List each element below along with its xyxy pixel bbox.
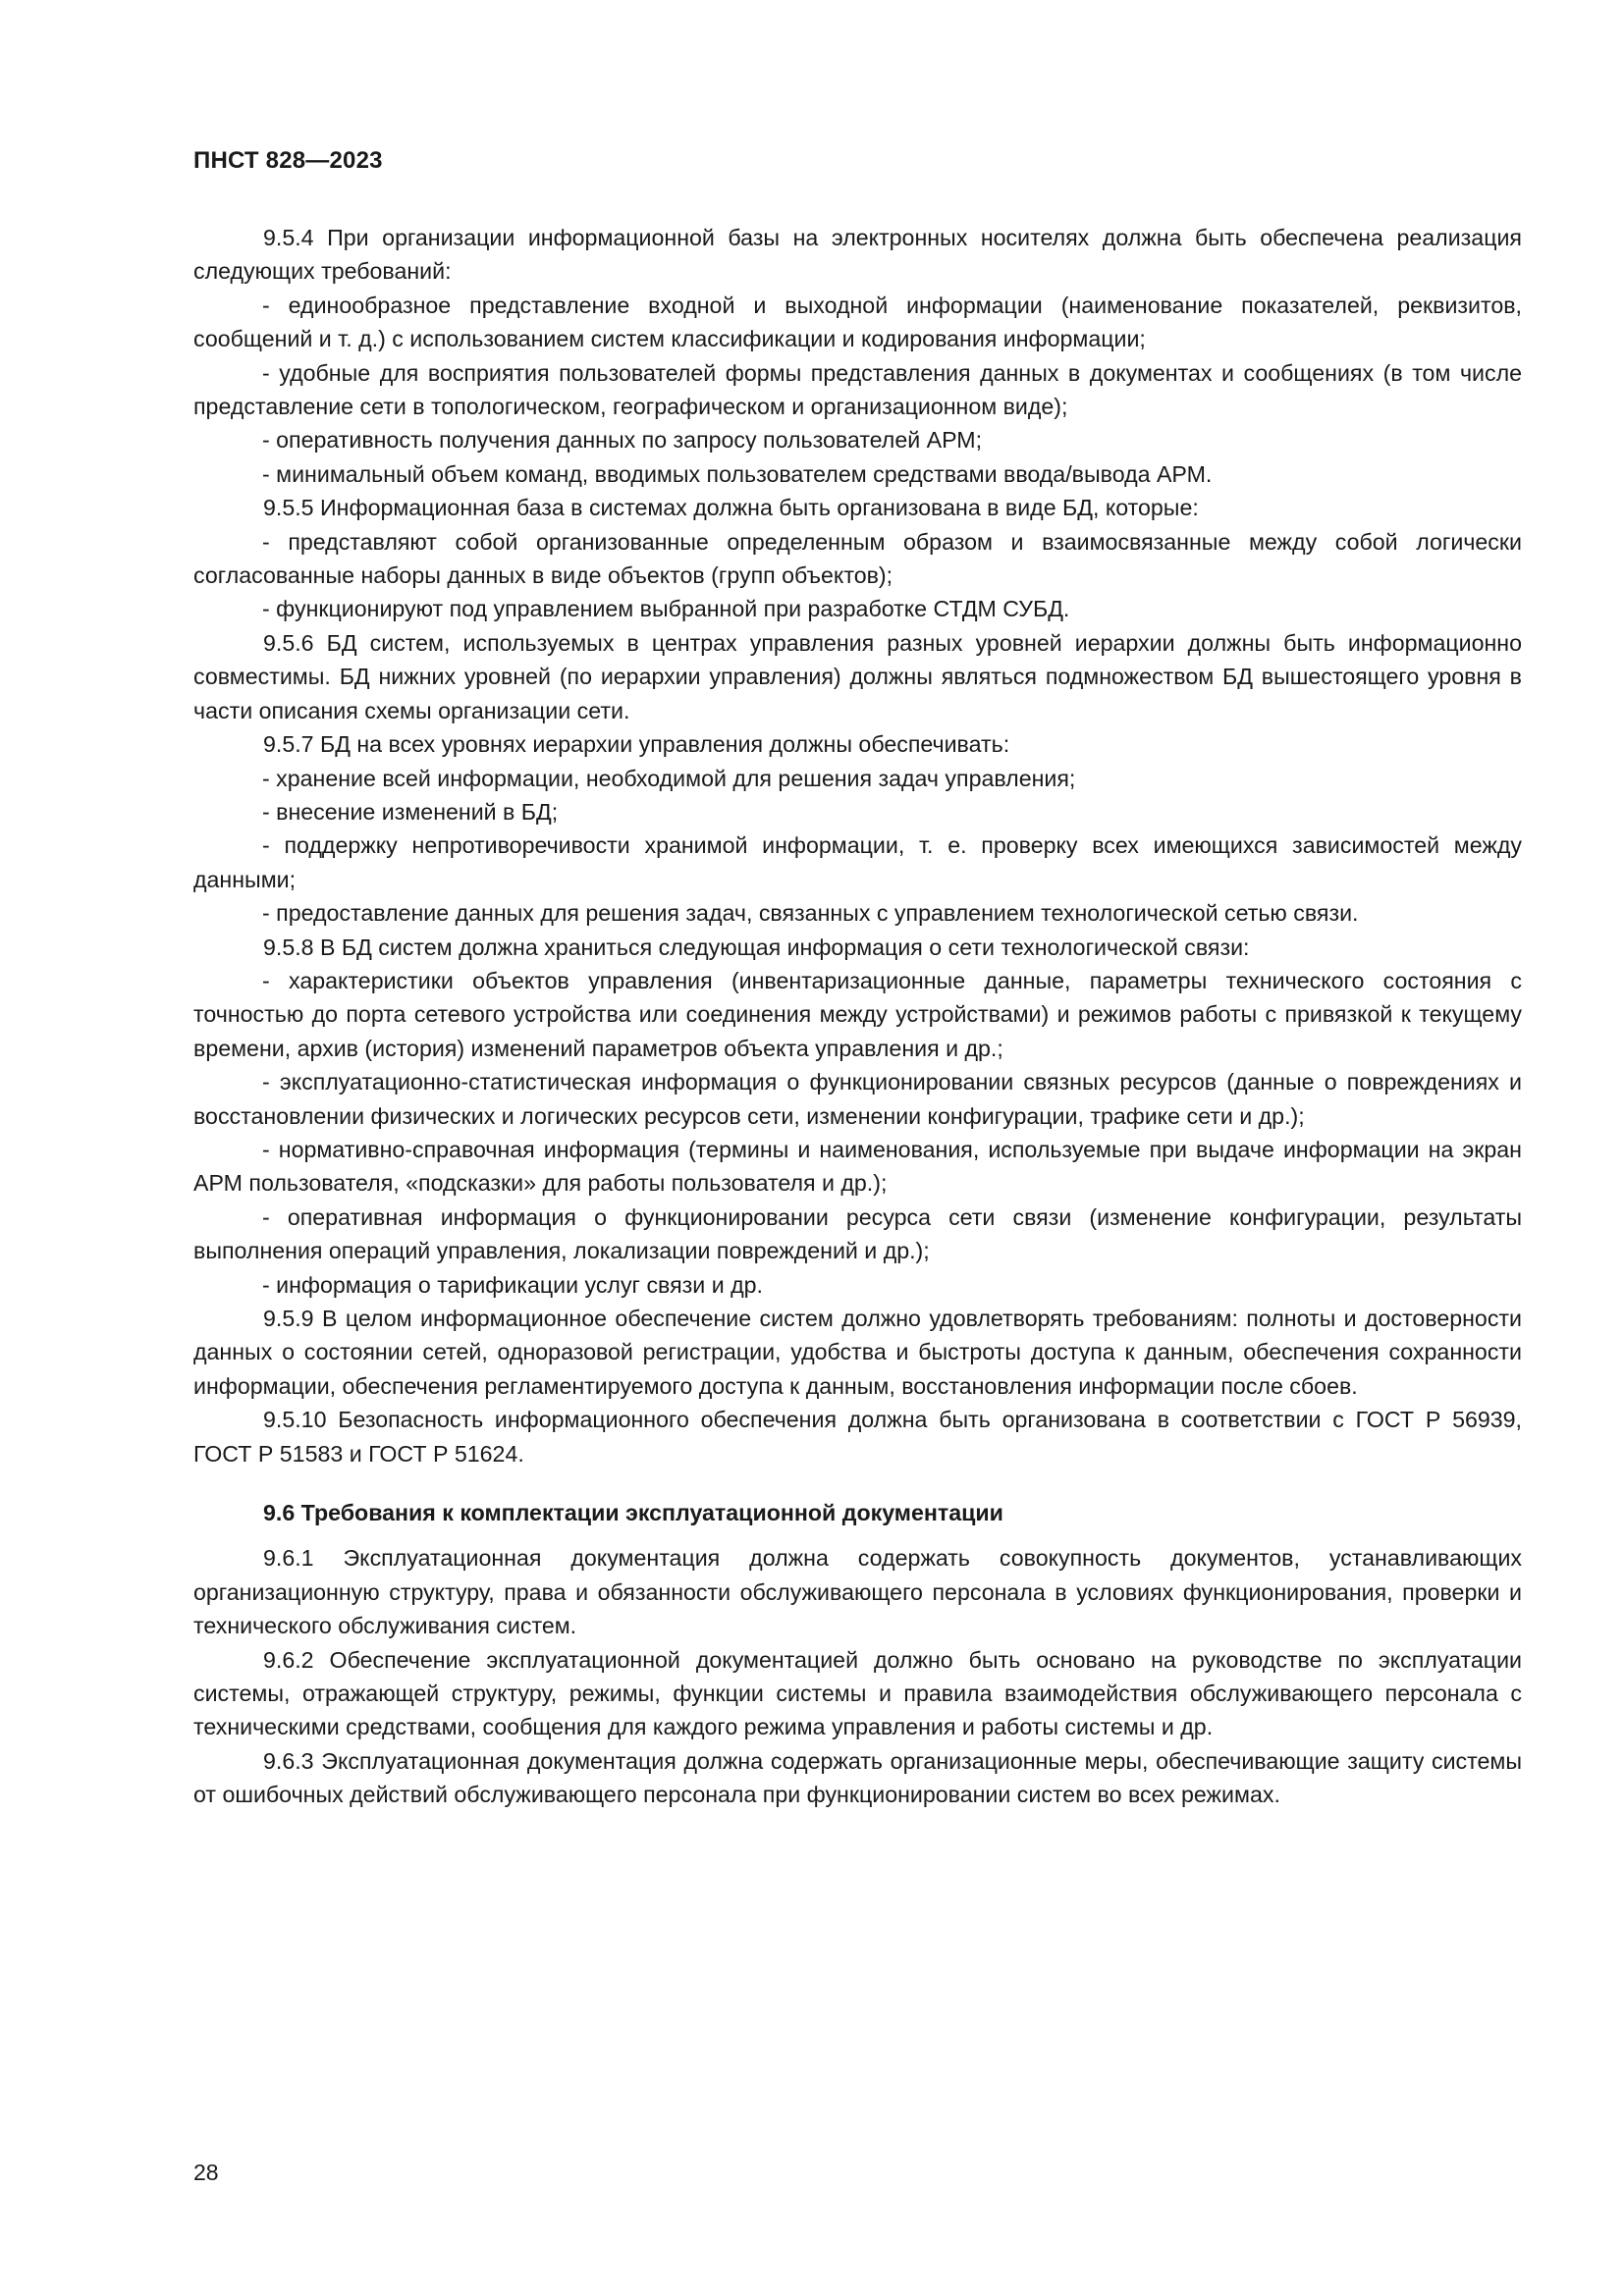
paragraph: 9.5.5 Информационная база в системах должна быть организована в виде БД, которые: (263, 495, 1199, 521)
list-item: - информация о тарификации услуг связи и др. (262, 1271, 763, 1298)
list-item: - функционируют под управлением выбранной при разработке СТДМ СУБД. (262, 596, 1070, 622)
list-item: - предоставление данных для решения задач, связанных с управлением технологической сетью связи. (262, 900, 1359, 927)
list-item: - хранение всей информации, необходимой для решения задач управления; (262, 765, 1076, 791)
paragraph: 9.5.9 В целом информационное обеспечение систем должно удовлетворять требованиям: полноты и достоверности данных о состоянии сетей, одноразовой регистрации, удобства и быстроты доступа к данным, обеспечения сохранности информации, обеспечения регламентируемого доступа к данным, восстановления информации после сбоев. (193, 1306, 1522, 1399)
list-item: - оперативность получения данных по запросу пользователей АРМ; (262, 427, 983, 454)
paragraph: 9.6.3 Эксплуатационная документация должна содержать организационные меры, обеспечивающие защиту системы от ошибочных действий обслуживающего персонала при функционировании систем во всех режимах. (193, 1747, 1522, 1808)
list-item: - оперативная информация о функционировании ресурса сети связи (изменение конфигурации, результаты выполнения операций управления, локализации повреждений и др.); (193, 1203, 1522, 1264)
paragraph: 9.5.10 Безопасность информационного обеспечения должна быть организована в соответствии с ГОСТ Р 56939, ГОСТ Р 51583 и ГОСТ Р 51624. (193, 1407, 1522, 1467)
page-number: 28 (193, 2160, 219, 2185)
paragraph: 9.5.4 При организации информационной базы на электронных носителях должна быть обеспечена реализация следующих требований: (193, 225, 1522, 285)
paragraph: 9.6.1 Эксплуатационная документация должна содержать совокупность документов, устанавливающих организационную структуру, права и обязанности обслуживающего персонала в условиях функционирования, проверки и технического обслуживания систем. (193, 1545, 1522, 1639)
paragraph: 9.5.6 БД систем, используемых в центрах управления разных уровней иерархии должны быть информационно совместимы. БД нижних уровней (по иерархии управления) должны являться подмножеством БД вышестоящего уровня в части описания схемы организации сети. (193, 629, 1522, 723)
list-item: - представляют собой организованные определенным образом и взаимосвязанные между собой логически согласованные наборы данных в виде объектов (групп объектов); (193, 528, 1522, 589)
list-item: - поддержку непротиворечивости хранимой информации, т. е. проверку всех имеющихся зависимостей между данными; (193, 832, 1522, 892)
requirements-9-6-block (193, 1541, 1522, 1811)
section-heading-9-6: 9.6 Требования к комплектации эксплуатационной документации (263, 1500, 1003, 1526)
requirements-9-5-block (193, 221, 1522, 1470)
document-header: ПНСТ 828—2023 (193, 147, 383, 174)
list-item: - характеристики объектов управления (инвентаризационные данные, параметры технического состояния с точностью до порта сетевого устройства или соединения между устройствами) и режимов работы с привязкой к текущему времени, архив (история) изменений параметров объекта управления и др.; (193, 967, 1522, 1061)
paragraph: 9.5.7 БД на всех уровнях иерархии управления должны обеспечивать: (263, 731, 1010, 758)
list-item: - единообразное представление входной и выходной информации (наименование показателей, реквизитов, сообщений и т. д.) с использованием систем классификации и кодирования информации; (193, 292, 1522, 352)
paragraph: 9.5.8 В БД систем должна храниться следующая информация о сети технологической связи: (263, 934, 1250, 960)
list-item: - внесение изменений в БД; (262, 798, 559, 825)
list-item: - эксплуатационно-статистическая информация о функционировании связных ресурсов (данные о повреждениях и восстановлении физических и логических ресурсов сети, изменении конфигурации, трафике сети и др.); (193, 1069, 1522, 1129)
paragraph: 9.6.2 Обеспечение эксплуатационной документацией должно быть основано на руководстве по эксплуатации системы, отражающей структуру, режимы, функции системы и правила взаимодействия обслуживающего персонала с техническими средствами, сообщения для каждого режима управления и работы системы и др. (193, 1646, 1522, 1740)
list-item: - удобные для восприятия пользователей формы представления данных в документах и сообщениях (в том числе представление сети в топологическом, географическом и организационном виде); (193, 359, 1522, 420)
document-body (193, 221, 1522, 1812)
list-item: - минимальный объем команд, вводимых пользователем средствами ввода/вывода АРМ. (262, 460, 1213, 487)
list-item: - нормативно-справочная информация (термины и наименования, используемые при выдаче информации на экран АРМ пользователя, «подсказки» для работы пользователя и др.); (193, 1136, 1522, 1197)
